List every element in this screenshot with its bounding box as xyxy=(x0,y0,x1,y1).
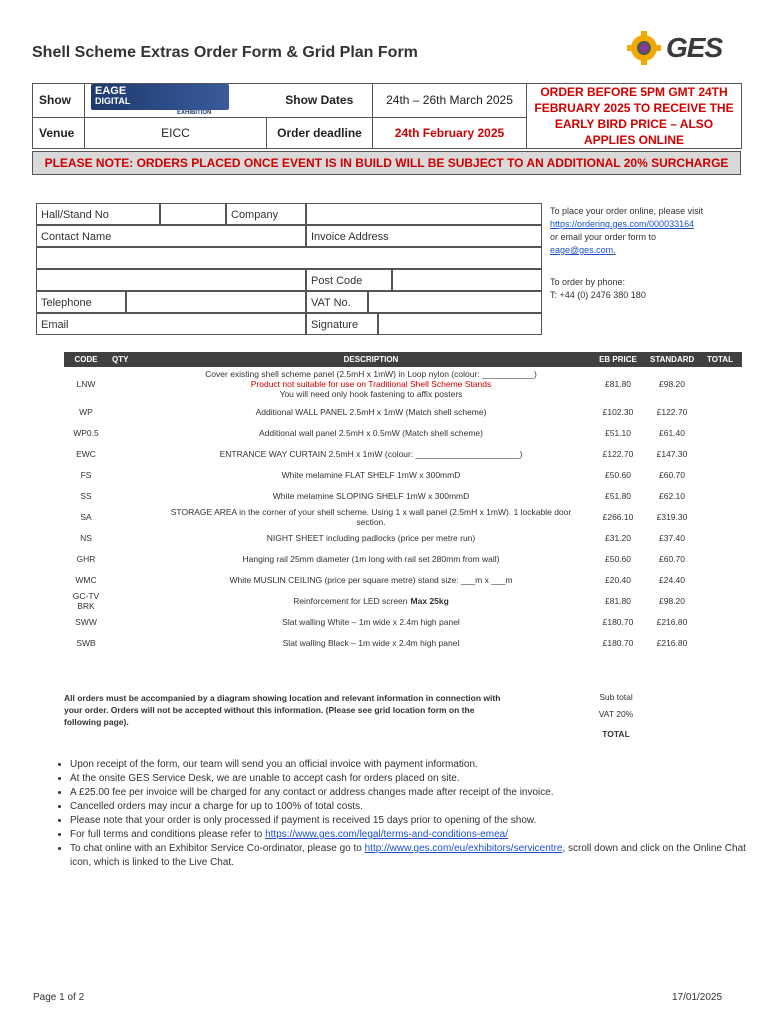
item-description xyxy=(152,527,590,548)
order-online-info: To place your order online, please visit https://ordering.ges.com/000033164 or email your order form to eage@ges.com. xyxy=(550,206,704,255)
item-warning: Product not suitable for use on Traditional Shell Scheme Stands xyxy=(250,379,492,389)
item-qty-input[interactable] xyxy=(108,401,152,422)
terms-item xyxy=(70,772,750,786)
item-description xyxy=(152,611,590,632)
terms-item xyxy=(70,842,750,870)
terms-item xyxy=(70,758,750,772)
item-qty-input[interactable] xyxy=(108,632,152,653)
item-qty-input[interactable] xyxy=(108,422,152,443)
item-standard-price: £24.40 xyxy=(659,574,685,585)
item-description xyxy=(152,506,590,527)
item-code: GC-TV BRK xyxy=(72,590,100,611)
item-code: FS xyxy=(80,469,92,480)
item-standard-price: £98.20 xyxy=(659,379,685,389)
item-eb-price: £81.80 xyxy=(605,379,631,389)
table-header-row xyxy=(64,352,742,367)
table-row xyxy=(64,548,742,569)
item-description-text: White melamine FLAT SHELF 1mW x 300mmD xyxy=(281,469,461,480)
col-eb-price: EB PRICE xyxy=(590,352,646,367)
item-standard-price: £319.30 xyxy=(656,511,688,522)
table-row xyxy=(64,464,742,485)
order-deadline-value: 24th February 2025 xyxy=(373,117,527,148)
subtotal-label: Sub total xyxy=(599,692,633,702)
terms-item xyxy=(70,814,750,828)
terms-text-continued: , scroll down and click on the Online Chat icon, which is linked to the Live Chat. xyxy=(70,843,746,868)
item-standard-price: £216.80 xyxy=(656,616,688,627)
show-logo: EAGE DIGITAL EXHIBITION xyxy=(85,84,267,118)
post-code-label: Post Code xyxy=(306,269,392,291)
item-description xyxy=(152,590,590,611)
terms-text: Upon receipt of the form, our team will send you an official invoice with payment information. xyxy=(70,759,478,770)
item-standard-price: £62.10 xyxy=(659,490,685,501)
ges-logo: GES xyxy=(624,30,734,66)
item-standard-price: £60.70 xyxy=(659,469,685,480)
hall-stand-input[interactable] xyxy=(160,203,226,225)
contact-name-label: Contact Name xyxy=(36,225,306,247)
item-total-input[interactable] xyxy=(698,422,742,443)
item-description-bold: Max 25kg xyxy=(410,595,449,606)
item-description xyxy=(152,401,590,422)
item-description xyxy=(152,485,590,506)
item-qty-input[interactable] xyxy=(108,443,152,464)
early-bird-notice: ORDER BEFORE 5PM GMT 24TH FEBRUARY 2025 TO RECEIVE THE EARLY BIRD PRICE – ALSO APPLIES ONLINE xyxy=(527,84,742,149)
table-row xyxy=(64,590,742,611)
page-number: Page 1 of 2 xyxy=(33,992,85,1003)
item-note: You will need only hook fastening to affix posters xyxy=(279,389,463,399)
item-description xyxy=(152,443,590,464)
terms-text: For full terms and conditions please refer to xyxy=(70,829,266,840)
contact-name-input[interactable] xyxy=(36,247,542,269)
terms-text: A £25.00 fee per invoice will be charged for any contact or address changes made after receipt of the invoice. xyxy=(70,787,554,798)
item-total-input[interactable] xyxy=(698,367,742,401)
col-description: DESCRIPTION xyxy=(152,352,590,367)
vat-input[interactable] xyxy=(368,291,542,313)
item-code: WP0.5 xyxy=(73,427,99,438)
vat-label: VAT No. xyxy=(306,291,368,313)
item-code: WMC xyxy=(75,574,97,585)
item-description-text: Slat walling Black – 1m wide x 2.4m high panel xyxy=(282,637,460,648)
table-row xyxy=(64,527,742,548)
diagram-requirement-note: All orders must be accompanied by a diagram showing location and relevant information in connection with your order. Orders will not be accepted without this information. (Please see grid location form on the following page). xyxy=(64,693,501,727)
show-dates-label: Show Dates xyxy=(267,84,373,118)
item-code: SS xyxy=(80,490,92,501)
terms-text: At the onsite GES Service Desk, we are unable to accept cash for orders placed on site. xyxy=(70,773,460,784)
item-description-text: Additional wall panel 2.5mH x 0.5mW (Match shell scheme) xyxy=(259,427,483,438)
item-total-input[interactable] xyxy=(698,590,742,611)
item-description-text: Additional WALL PANEL 2.5mH x 1mW (Match shell scheme) xyxy=(255,406,487,417)
ges-gear-icon xyxy=(624,30,668,66)
item-description-text: White MUSLIN CEILING (price per square metre) stand size: ___m x ___m xyxy=(229,574,513,585)
table-row xyxy=(64,569,742,590)
item-code: EWC xyxy=(76,448,96,459)
order-email-link[interactable]: eage@ges.com. xyxy=(550,245,616,255)
terms-text: Cancelled orders may incur a charge for up to 100% of total costs. xyxy=(70,801,363,812)
terms-item xyxy=(70,828,750,842)
item-description-text: Hanging rail 25mm diameter (1m long with rail set 280mm from wall) xyxy=(242,553,500,564)
item-description xyxy=(152,464,590,485)
item-total-input[interactable] xyxy=(698,506,742,527)
terms-text: To chat online with an Exhibitor Service Co-ordinator, please go to xyxy=(70,843,365,854)
item-standard-price: £37.40 xyxy=(659,532,685,543)
vat-20-label: VAT 20% xyxy=(598,709,634,719)
item-eb-price: £50.60 xyxy=(605,469,631,480)
item-description-text: NIGHT SHEET including padlocks (price per metre run) xyxy=(266,532,476,543)
signature-label: Signature xyxy=(306,313,378,335)
table-row xyxy=(64,611,742,632)
order-items-table xyxy=(64,352,742,653)
item-standard-price: £60.70 xyxy=(659,553,685,564)
total-label: TOTAL xyxy=(602,729,630,739)
item-code: GHR xyxy=(76,553,96,564)
phone-number: T: +44 (0) 2476 380 180 xyxy=(550,290,646,300)
item-total-input[interactable] xyxy=(698,401,742,422)
item-eb-price: £180.70 xyxy=(602,616,634,627)
table-row xyxy=(64,367,742,401)
item-qty-input[interactable] xyxy=(108,611,152,632)
item-code: WP xyxy=(79,406,93,417)
item-code: SWB xyxy=(76,637,96,648)
col-code: CODE xyxy=(64,352,108,367)
item-qty-input[interactable] xyxy=(108,506,152,527)
item-description-text: ENTRANCE WAY CURTAIN 2.5mH x 1mW (colour: ______________________) xyxy=(219,448,523,459)
item-description xyxy=(152,367,590,401)
venue-value: EICC xyxy=(85,117,267,148)
item-code: SA xyxy=(80,511,92,522)
col-standard: STANDARD xyxy=(646,352,698,367)
item-standard-price: £216.80 xyxy=(656,637,688,648)
item-standard-price: £98.20 xyxy=(659,595,685,606)
signature-input[interactable] xyxy=(378,313,542,335)
item-description xyxy=(152,548,590,569)
col-qty: QTY xyxy=(108,352,152,367)
item-eb-price: £31.20 xyxy=(605,532,631,543)
item-qty-input[interactable] xyxy=(108,464,152,485)
table-row xyxy=(64,632,742,653)
item-standard-price: £122.70 xyxy=(656,406,688,417)
item-description-text: Reinforcement for LED screen xyxy=(293,595,408,606)
item-qty-input[interactable] xyxy=(108,590,152,611)
item-code: NS xyxy=(80,532,92,543)
table-row xyxy=(64,506,742,527)
item-description xyxy=(152,632,590,653)
terms-item xyxy=(70,800,750,814)
table-row xyxy=(64,401,742,422)
telephone-input[interactable] xyxy=(126,291,306,313)
item-qty-input[interactable] xyxy=(108,367,152,401)
item-total-input[interactable] xyxy=(698,527,742,548)
item-eb-price: £180.70 xyxy=(602,637,634,648)
telephone-label: Telephone xyxy=(36,291,126,313)
company-label: Company xyxy=(226,203,306,225)
item-description-text: Cover existing shell scheme panel (2.5mH x 1mW) in Loop nylon (colour: ___________) xyxy=(205,369,537,379)
item-total-input[interactable] xyxy=(698,569,742,590)
terms-list xyxy=(50,758,750,870)
document-date: 17/01/2025 xyxy=(672,992,723,1003)
table-row xyxy=(64,485,742,506)
item-eb-price: £50.60 xyxy=(605,553,631,564)
eage-logo: EAGE DIGITAL xyxy=(91,84,229,110)
online-order-link[interactable]: https://ordering.ges.com/000033164 xyxy=(550,219,695,229)
item-total-input[interactable] xyxy=(698,485,742,506)
item-eb-price: £51.10 xyxy=(605,427,631,438)
surcharge-banner: PLEASE NOTE: ORDERS PLACED ONCE EVENT IS IN BUILD WILL BE SUBJECT TO AN ADDITIONAL 20% SURCHARGE xyxy=(32,151,741,175)
item-eb-price: £122.70 xyxy=(602,448,634,459)
item-eb-price: £266.10 xyxy=(602,511,634,522)
item-code: LNW xyxy=(76,379,96,389)
company-input[interactable] xyxy=(306,203,542,225)
item-qty-input[interactable] xyxy=(108,485,152,506)
item-standard-price: £147.30 xyxy=(656,448,688,459)
order-phone-info: To order by phone: T: +44 (0) 2476 380 180 xyxy=(550,276,720,302)
item-description-text: Slat walling White – 1m wide x 2.4m high panel xyxy=(282,616,460,627)
table-row xyxy=(64,443,742,464)
item-code: SWW xyxy=(75,616,97,627)
invoice-address-label: Invoice Address xyxy=(306,225,542,247)
item-qty-input[interactable] xyxy=(108,548,152,569)
order-deadline-label: Order deadline xyxy=(267,117,373,148)
item-description xyxy=(152,422,590,443)
show-info-table xyxy=(32,83,742,149)
terms-item xyxy=(70,786,750,800)
item-eb-price: £20.40 xyxy=(605,574,631,585)
item-description-text: STORAGE AREA in the corner of your shell scheme. Using 1 x wall panel (2.5mH x 1mW). 1 lockable door section. xyxy=(170,506,572,527)
email-label: Email xyxy=(36,313,306,335)
col-total: TOTAL xyxy=(698,352,742,367)
item-qty-input[interactable] xyxy=(108,569,152,590)
item-total-input[interactable] xyxy=(698,632,742,653)
item-standard-price: £61.40 xyxy=(659,427,685,438)
venue-label: Venue xyxy=(33,117,85,148)
item-eb-price: £51.80 xyxy=(605,490,631,501)
show-dates-value: 24th – 26th March 2025 xyxy=(373,84,527,118)
item-total-input[interactable] xyxy=(698,611,742,632)
terms-link[interactable]: http://www.ges.com/eu/exhibitors/servicentre xyxy=(364,843,563,854)
table-row xyxy=(64,422,742,443)
item-eb-price: £81.80 xyxy=(605,595,631,606)
show-label: Show xyxy=(33,84,85,118)
item-qty-input[interactable] xyxy=(108,527,152,548)
address-input[interactable] xyxy=(36,269,306,291)
terms-text: Please note that your order is only processed if payment is received 15 days prior to opening of the show. xyxy=(70,815,537,826)
item-description-text: White melamine SLOPING SHELF 1mW x 300mmD xyxy=(272,490,470,501)
post-code-input[interactable] xyxy=(392,269,542,291)
item-total-input[interactable] xyxy=(698,464,742,485)
item-description xyxy=(152,569,590,590)
item-total-input[interactable] xyxy=(698,443,742,464)
hall-stand-label: Hall/Stand No xyxy=(36,203,160,225)
item-total-input[interactable] xyxy=(698,548,742,569)
terms-link[interactable]: https://www.ges.com/legal/terms-and-conditions-emea/ xyxy=(265,829,508,840)
page-title: Shell Scheme Extras Order Form & Grid Plan Form xyxy=(32,44,418,61)
item-eb-price: £102.30 xyxy=(602,406,634,417)
